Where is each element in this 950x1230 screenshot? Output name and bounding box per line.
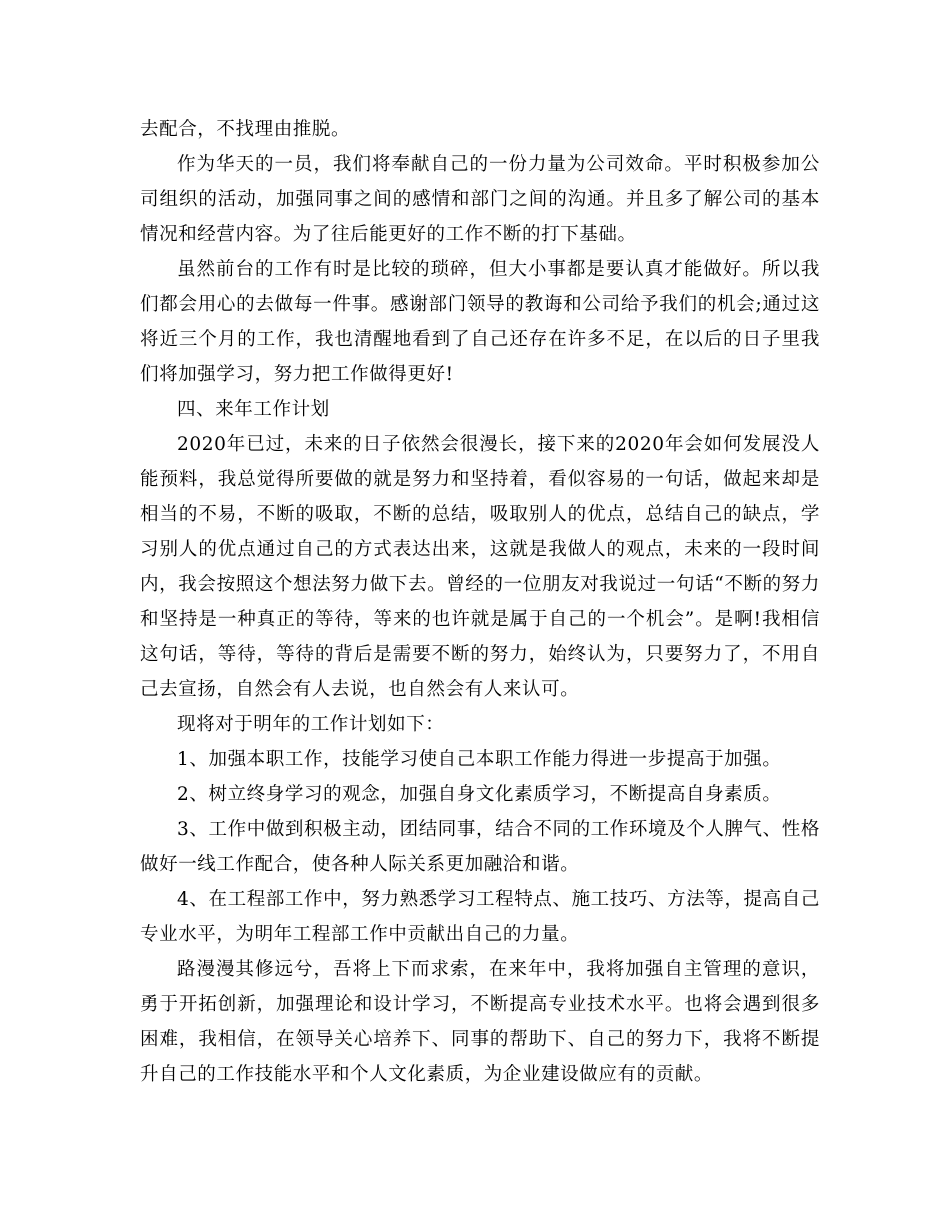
document-body xyxy=(140,112,820,1092)
paragraph-contribution: 作为华天的一员，我们将奉献自己的一份力量为公司效命。平时积极参加公司组织的活动，加强同事之间的感情和部门之间的沟通。并且多了解公司的基本情况和经营内容。为了往后能更好的工作不断的打下基础。 xyxy=(140,154,820,245)
list-item-plan-3: 3、工作中做到积极主动，团结同事，结合不同的工作环境及个人脾气、性格做好一线工作配合，使各种人际关系更加融洽和谐。 xyxy=(140,819,820,875)
paragraph-continuation: 去配合，不找理由推脱。 xyxy=(140,119,351,140)
list-item-plan-4: 4、在工程部工作中，努力熟悉学习工程特点、施工技巧、方法等，提高自己专业水平，为明年工程部工作中贡献出自己的力量。 xyxy=(140,889,820,945)
paragraph-year-review: 2020年已过，未来的日子依然会很漫长，接下来的2020年会如何发展没人能预料，我总觉得所要做的就是努力和坚持着，看似容易的一句话，做起来却是相当的不易，不断的吸取，不断的总结，吸取别人的优点，总结自己的缺点，学习别人的优点通过自己的方式表达出来，这就是我做人的观点，未来的一段时间内，我会按照这个想法努力做下去。曾经的一位朋友对我说过一句话“不断的努力和坚持是一种真正的等待，等来的也许就是属于自己的一个机会”。是啊!我相信这句话，等待，等待的背后是需要不断的努力，始终认为，只要努力了，不用自己去宣扬，自然会有人去说，也自然会有人来认可。 xyxy=(140,434,820,700)
paragraph-plan-intro: 现将对于明年的工作计划如下： xyxy=(177,714,445,735)
paragraph-conclusion: 路漫漫其修远兮，吾将上下而求索，在来年中，我将加强自主管理的意识，勇于开拓创新，加强理论和设计学习，不断提高专业技术水平。也将会遇到很多困难，我相信，在领导关心培养下、同事的帮助下、自己的努力下，我将不断提升自己的工作技能水平和个人文化素质，为企业建设做应有的贡献。 xyxy=(140,959,820,1085)
list-item-plan-2: 2、树立终身学习的观念，加强自身文化素质学习，不断提高自身素质。 xyxy=(177,784,782,805)
section-heading-work-plan: 四、来年工作计划 xyxy=(177,399,330,420)
paragraph-front-desk: 虽然前台的工作有时是比较的琐碎，但大小事都是要认真才能做好。所以我们都会用心的去做每一件事。感谢部门领导的教诲和公司给予我们的机会;通过这将近三个月的工作，我也清醒地看到了自己还存在许多不足，在以后的日子里我们将加强学习，努力把工作做得更好! xyxy=(140,259,820,385)
list-item-plan-1: 1、加强本职工作，技能学习使自己本职工作能力得进一步提高于加强。 xyxy=(177,749,782,770)
